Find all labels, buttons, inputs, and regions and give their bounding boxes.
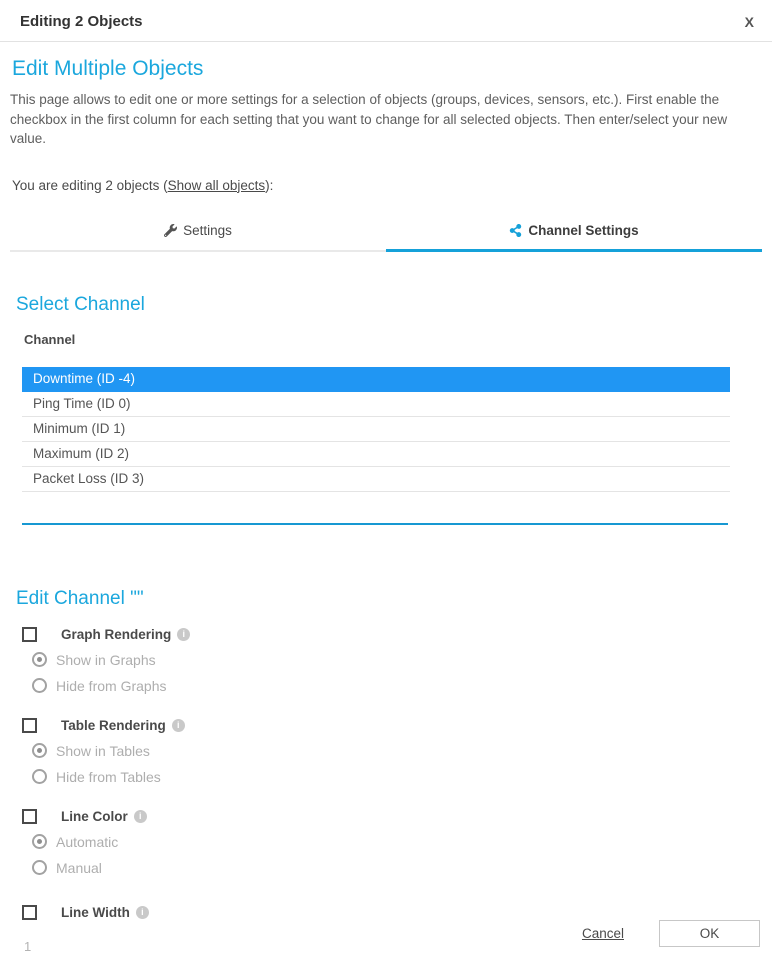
editing-prefix: You are editing 2 objects ( <box>12 177 168 193</box>
share-icon <box>509 224 522 237</box>
option-label: Show in Tables <box>56 742 150 759</box>
info-icon[interactable]: i <box>172 719 185 732</box>
option-label: Hide from Tables <box>56 768 161 785</box>
dialog-content <box>0 57 772 955</box>
channel-row-minimum[interactable]: Minimum (ID 1) <box>22 417 730 442</box>
edit-channel-heading: Edit Channel "" <box>16 587 144 609</box>
option-label: Automatic <box>56 833 119 850</box>
close-icon[interactable]: X <box>744 13 754 30</box>
radio-icon <box>32 743 47 758</box>
radio-icon <box>32 652 47 667</box>
radio-option-show-in-graphs[interactable] <box>32 652 762 668</box>
radio-option-hide-from-tables[interactable] <box>32 769 762 785</box>
table-rendering-group <box>10 718 762 785</box>
radio-icon <box>32 834 47 849</box>
info-icon[interactable]: i <box>177 628 190 641</box>
option-label: Hide from Graphs <box>56 677 167 694</box>
wrench-icon <box>164 224 177 237</box>
radio-icon <box>32 769 47 784</box>
tab-bar <box>10 216 762 252</box>
dialog-titlebar <box>0 0 772 42</box>
info-icon[interactable]: i <box>136 906 149 919</box>
radio-icon <box>32 860 47 875</box>
info-icon[interactable]: i <box>134 810 147 823</box>
radio-option-show-in-tables[interactable] <box>32 743 762 759</box>
radio-option-hide-from-graphs[interactable] <box>32 678 762 694</box>
line-color-checkbox[interactable] <box>22 809 37 824</box>
show-all-objects-link[interactable]: Show all objects <box>167 177 266 193</box>
channel-column-header: Channel <box>24 331 76 347</box>
line-color-group <box>10 809 762 876</box>
tab-channel-settings[interactable] <box>386 216 762 252</box>
channel-list <box>22 367 730 492</box>
dialog-title: Editing 2 Objects <box>20 13 143 30</box>
channel-row-ping-time[interactable]: Ping Time (ID 0) <box>22 392 730 417</box>
line-color-label: Line Color <box>61 808 128 824</box>
cancel-button[interactable]: Cancel <box>581 926 624 941</box>
graph-rendering-checkbox[interactable] <box>22 627 37 642</box>
tab-settings[interactable] <box>10 216 386 252</box>
page-title: Edit Multiple Objects <box>12 57 204 80</box>
editing-objects-line <box>12 178 762 193</box>
line-width-checkbox[interactable] <box>22 905 37 920</box>
line-width-label: Line Width <box>61 904 130 920</box>
page-description: This page allows to edit one or more settings for a selection of objects (groups, devices, sensors, etc.). First enable the checkbox in the first column for each setting that you want to change for all selected objects. Then enter/select your new value. <box>10 92 728 147</box>
channel-row-maximum[interactable]: Maximum (ID 2) <box>22 442 730 467</box>
graph-rendering-group <box>10 627 762 694</box>
option-label: Show in Graphs <box>56 651 156 668</box>
table-rendering-checkbox[interactable] <box>22 718 37 733</box>
radio-option-manual[interactable] <box>32 860 762 876</box>
tab-settings-label: Settings <box>183 222 232 238</box>
table-rendering-label: Table Rendering <box>61 717 166 733</box>
select-channel-heading: Select Channel <box>16 293 145 315</box>
radio-icon <box>32 678 47 693</box>
ok-button[interactable]: OK <box>659 920 760 947</box>
graph-rendering-label: Graph Rendering <box>61 626 172 642</box>
dialog-footer <box>582 920 760 947</box>
option-label: Manual <box>56 859 102 876</box>
channel-row-packet-loss[interactable]: Packet Loss (ID 3) <box>22 467 730 492</box>
radio-option-automatic[interactable] <box>32 834 762 850</box>
tab-channel-settings-label: Channel Settings <box>528 222 639 238</box>
editing-suffix: ): <box>265 177 274 193</box>
channel-row-downtime[interactable]: Downtime (ID -4) <box>22 367 730 392</box>
section-divider <box>22 523 728 525</box>
